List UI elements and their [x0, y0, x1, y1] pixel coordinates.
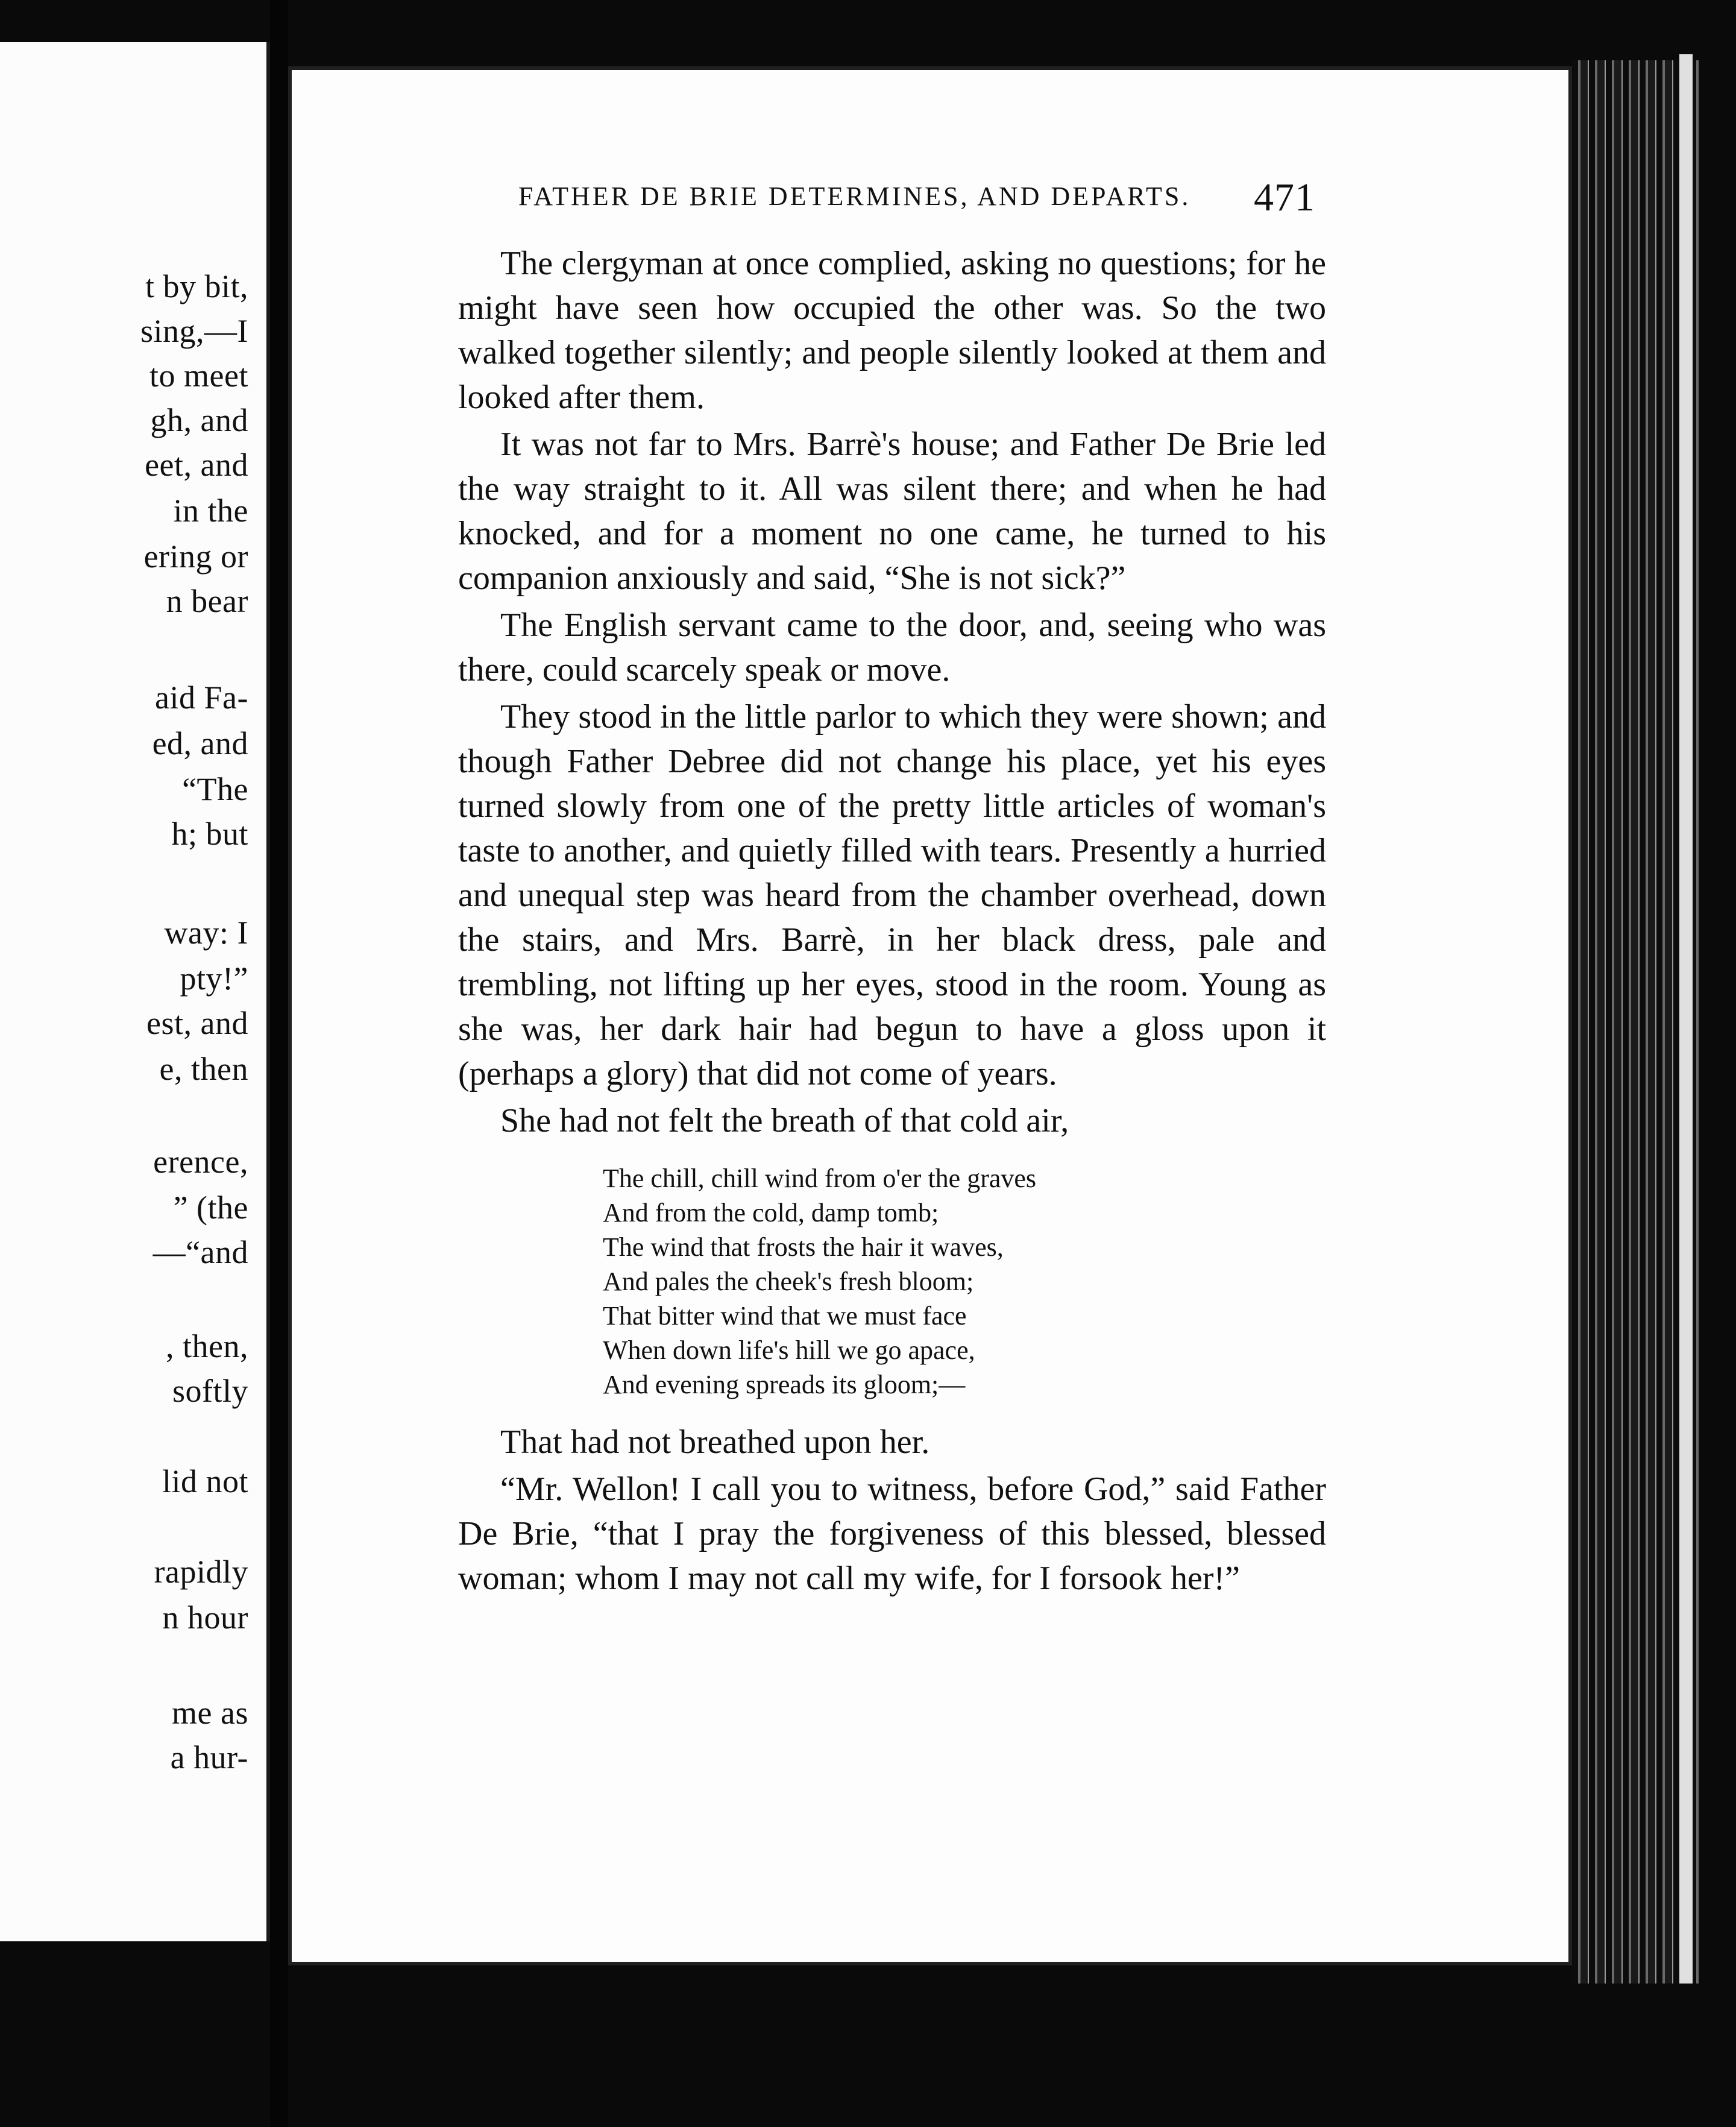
left-line: pty!”: [180, 960, 248, 997]
left-line: in the: [173, 493, 248, 529]
verse-line: That bitter wind that we must face: [603, 1301, 967, 1331]
left-line: way: I: [164, 915, 248, 951]
left-line: t by bit,: [145, 268, 248, 304]
left-line: “The: [182, 771, 248, 807]
left-line: rapidly: [154, 1554, 248, 1590]
verse-line: The chill, chill wind from o'er the graves: [603, 1164, 1037, 1193]
paragraph: They stood in the little parlor to which they were shown; and though Father Debree did not change his place, yet his eyes turned slowly from one of the pretty little articles of woman's taste to another, and quietly filled with tears. Presently a hurried and unequal step was heard from the chamber overhead, down the stairs, and Mrs. Barrè, in her black dress, pale and trembling, not lifting up her eyes, stood in the room. Young as she was, her dark hair had begun to have a gloss upon it (perhaps a glory) that did not come of years.: [458, 698, 1326, 1092]
body-text: [458, 241, 1326, 1601]
book-gutter: [270, 0, 288, 2127]
left-line: n hour: [162, 1599, 248, 1636]
verse-line: And pales the cheek's fresh bloom;: [603, 1267, 974, 1296]
paragraph: It was not far to Mrs. Barrè's house; and Father De Brie led the way straight to it. All was silent there; and when he had knocked, and for a moment no one came, he turned to his companion anxiously and said, “She is not sick?”: [458, 426, 1326, 597]
verse-line: And evening spreads its gloom;—: [603, 1370, 966, 1399]
left-line: —“and: [153, 1234, 248, 1270]
paragraph: The clergyman at once complied, asking no questions; for he might have seen how occupied the other was. So the two walked together silently; and people silently looked at them and looked after them.: [458, 245, 1326, 416]
book-cover-edge: [1699, 48, 1736, 2002]
left-line: aid Fa-: [155, 679, 248, 716]
left-line: n bear: [166, 583, 248, 619]
paragraph: That had not breathed upon her.: [500, 1423, 930, 1461]
page-number: 471: [1254, 175, 1315, 219]
left-line: ” (the: [173, 1190, 248, 1226]
verse-block: [603, 1161, 1326, 1402]
left-line: a hur-: [170, 1739, 248, 1776]
page-edge-highlight: [1679, 54, 1693, 1984]
left-line: ering or: [143, 538, 248, 575]
left-line: softly: [172, 1373, 248, 1409]
left-line: erence,: [153, 1144, 248, 1180]
left-line: est, and: [146, 1005, 248, 1041]
running-head: FATHER DE BRIE DETERMINES, AND DEPARTS.: [518, 181, 1191, 211]
left-page: [0, 42, 270, 1941]
left-line: me as: [172, 1695, 248, 1731]
left-line: eet, and: [145, 447, 248, 483]
verse-line: And from the cold, damp tomb;: [603, 1198, 939, 1227]
left-line: h; but: [171, 816, 248, 852]
verse-line: The wind that frosts the hair it waves,: [603, 1232, 1004, 1262]
left-line: ed, and: [152, 725, 248, 761]
left-line: to meet: [149, 358, 248, 394]
paragraph: She had not felt the breath of that cold air,: [500, 1102, 1069, 1139]
verse-line: When down life's hill we go apace,: [603, 1335, 975, 1365]
left-line: sing,—I: [140, 313, 248, 349]
left-line: e, then: [159, 1051, 248, 1087]
left-line: , then,: [166, 1328, 248, 1364]
left-line: gh, and: [150, 402, 248, 438]
paragraph: The English servant came to the door, and, seeing who was there, could scarcely speak or move.: [458, 607, 1326, 689]
left-line: lid not: [162, 1463, 248, 1499]
paragraph: “Mr. Wellon! I call you to witness, before God,” said Father De Brie, “that I pray the forgiveness of this blessed, blessed woman; whom I may not call my wife, for I forsook her!”: [458, 1470, 1326, 1597]
